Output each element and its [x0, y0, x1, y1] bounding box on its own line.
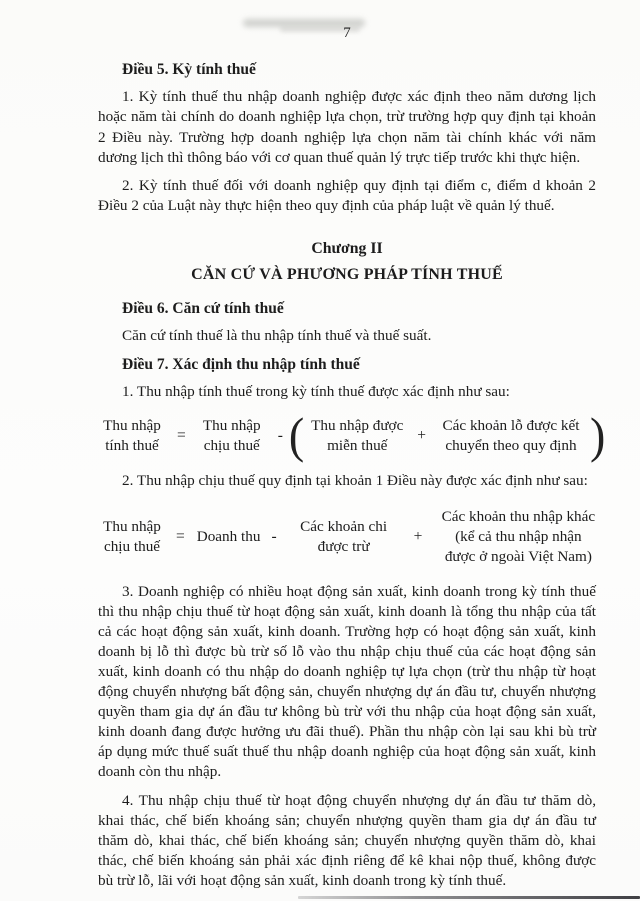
formula-taxable-income	[100, 408, 606, 464]
plus-sign: +	[417, 426, 426, 444]
formula1-term3-line2: chuyển theo quy định	[445, 436, 577, 454]
equals-sign: =	[177, 426, 186, 444]
formula1-term-assessable-income	[199, 416, 265, 456]
formula2-lhs	[100, 517, 164, 557]
article5-heading: Điều 5. Kỳ tính thuế	[122, 61, 256, 78]
formula2-term3-line3: được ở ngoài Việt Nam)	[444, 548, 592, 566]
formula2-term3-line1: Các khoản thu nhập khác	[441, 508, 596, 526]
formula1-lhs	[100, 416, 164, 456]
article7-heading: Điều 7. Xác định thu nhập tính thuế	[122, 355, 360, 373]
formula2-lhs-line1: Thu nhập	[103, 518, 161, 536]
formula1-term-carried-losses	[435, 416, 587, 456]
article7-paragraph-1: 1. Thu nhập tính thuế trong kỳ tính thuế được xác định như sau:	[122, 382, 510, 400]
formula1-lhs-line1: Thu nhập	[103, 416, 161, 434]
formula2-term-deductible-expenses	[288, 517, 400, 557]
formula2-term1-line1: Doanh thu	[196, 528, 261, 546]
formula2-lhs-line2: chịu thuế	[103, 538, 161, 556]
chapter-title: CĂN CỨ VÀ PHƯƠNG PHÁP TÍNH THUẾ	[191, 266, 503, 284]
formula2-term2-line2: được trừ	[317, 538, 370, 556]
plus-sign: +	[413, 528, 423, 546]
page-number: 7	[343, 25, 351, 41]
chapter-label: Chương II	[311, 240, 383, 258]
article6-heading: Điều 6. Căn cứ tính thuế	[122, 300, 284, 318]
minus-sign: -	[277, 426, 283, 444]
formula2-term-revenue	[197, 527, 261, 547]
article7-paragraph-4: 4. Thu nhập chịu thuế từ hoạt động chuyển nhượng dự án đầu tư thăm dò, khai thác, chế biến khoáng sản; chuyển nhượng quyền tham gia dự án đầu tư thăm dò, khai thác, chế biến khoáng sản; chuyển nhượng quyền thăm dò, khai thác, chế biến khoáng sản phải xác định riêng để kê khai nộp thuế, không được bù trừ lỗ, lãi với hoạt động sản xuất, kinh doanh trong kỳ tính thuế.	[98, 792, 596, 890]
article5-paragraph-1: 1. Kỳ tính thuế thu nhập doanh nghiệp được xác định theo năm dương lịch hoặc năm tài chính do doanh nghiệp lựa chọn, trừ trường hợp quy định tại khoản 2 Điều này. Trường hợp doanh nghiệp lựa chọn năm tài chính khác với năm dương lịch thì thông báo với cơ quan thuế quản lý trực tiếp trước khi thực hiện.	[98, 88, 596, 167]
equals-sign: =	[176, 528, 185, 546]
open-parenthesis: (	[288, 408, 305, 464]
formula1-term1-line2: chịu thuế	[203, 436, 260, 454]
formula1-term2-line2: miễn thuế	[327, 436, 388, 454]
article5-paragraph-2: 2. Kỳ tính thuế đối với doanh nghiệp quy định tại điểm c, điểm d khoản 2 Điều 2 của Luật này thực hiện theo quy định của pháp luật về quản lý thuế.	[98, 176, 596, 215]
article7-paragraph-3: 3. Doanh nghiệp có nhiều hoạt động sản xuất, kinh doanh trong kỳ tính thuế thì thu nhập chịu thuế từ hoạt động sản xuất, kinh doanh là tổng thu nhập của tất cả các hoạt động sản xuất, kinh doanh. Trường hợp có hoạt động sản xuất, kinh doanh bị lỗ thì được bù trừ số lỗ vào thu nhập chịu thuế của các hoạt động sản xuất, kinh doanh có thu nhập do doanh nghiệp tự lựa chọn (trừ thu nhập từ hoạt động chuyển nhượng bất động sản, chuyển nhượng dự án đầu tư, chuyển nhượng quyền tham gia dự án đầu tư không bù trừ với thu nhập của hoạt động sản xuất, kinh doanh đang được hưởng ưu đãi thuế). Phần thu nhập còn lại sau khi bù trừ áp dụng mức thuế suất thuế thu nhập doanh nghiệp của hoạt động sản xuất, kinh doanh còn thu nhập.	[98, 583, 596, 781]
formula1-term-exempt-income	[306, 416, 408, 456]
formula2-term-other-income	[432, 507, 604, 567]
chapter-2-heading	[98, 238, 596, 286]
article7-paragraph-2: 2. Thu nhập chịu thuế quy định tại khoản 1 Điều này được xác định như sau:	[122, 471, 588, 489]
minus-sign: -	[271, 528, 277, 546]
article6-paragraph-1: Căn cứ tính thuế là thu nhập tính thuế và thuế suất.	[122, 327, 432, 345]
formula1-lhs-line2: tính thuế	[105, 436, 159, 454]
close-parenthesis: )	[590, 408, 606, 464]
formula1-term1-line1: Thu nhập	[202, 416, 261, 434]
formula1-term3-line1: Các khoản lỗ được kết	[442, 416, 580, 434]
formula-assessable-income	[100, 507, 596, 567]
formula2-term2-line1: Các khoản chi	[300, 518, 388, 536]
formula1-term2-line1: Thu nhập được	[311, 416, 404, 434]
formula2-term3-line2: (kể cả thu nhập nhận	[455, 528, 582, 546]
scan-edge-shadow	[298, 896, 640, 899]
